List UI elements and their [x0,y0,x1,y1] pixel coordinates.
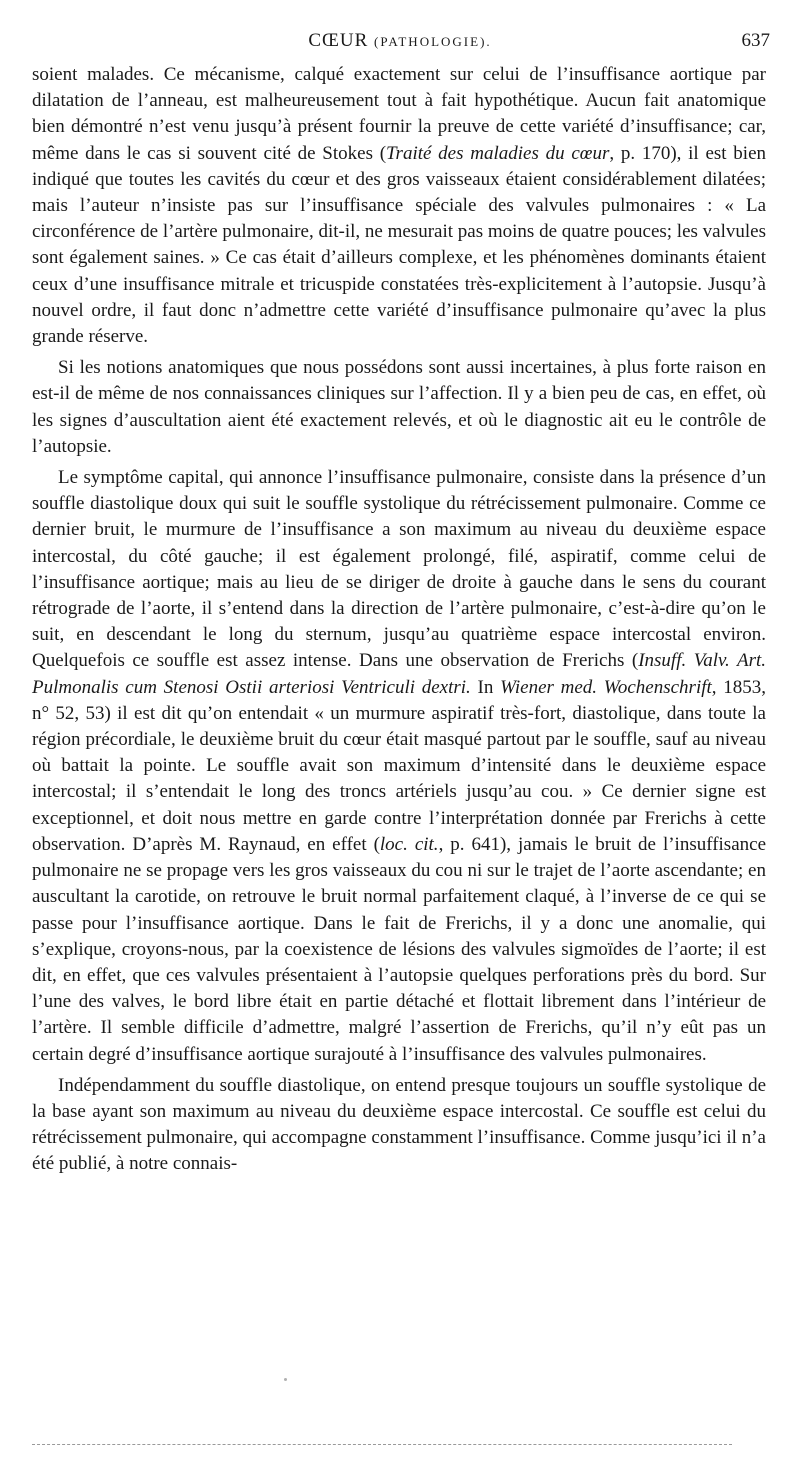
text-run: soient malades. Ce mécanisme, calqué exactement sur celui de l’insuffisance aortique par dilatation de l’anneau, est malheureusement tout à fait hypothétique. Aucun fait anatomique bien démontré n’est venu jusqu’à présent fournir la preuve de cette variété d’insuffisance; car, même dans le cas si souvent cité de Stokes ( [32,64,766,164]
ink-speck [284,1378,287,1381]
italic-text-run: Wiener med. Wochenschrift [500,676,712,698]
running-header [30,30,770,58]
italic-text-run: Insuff. Valv. Art. Pulmonalis cum Stenosi Ostii arteriosi Ventriculi dextri. [32,650,766,698]
running-title-sub: (PATHOLOGIE). [374,34,492,49]
running-title-main: CŒUR [308,30,369,51]
text-run: In [470,676,501,698]
paragraph [32,1073,766,1178]
text-run: Indépendamment du souffle diastolique, on entend presque toujours un souffle systolique de la base ayant son maximum au niveau du deuxième espace intercostal. Ce souffle est celui du rétrécissement pulmonaire, qui accompagne constamment l’insuffisance. Comme jusqu’ici il n’a été publié, à notre connais- [32,1074,766,1175]
italic-text-run: loc. cit. [379,833,439,855]
running-title [30,30,770,52]
paragraph [32,62,766,350]
paragraph [32,355,766,460]
bottom-scan-edge [32,1444,732,1445]
body-text [32,62,766,1178]
text-run: Si les notions anatomiques que nous possédons sont aussi incertaines, à plus forte raison en est-il de même de nos connaissances cliniques sur l’affection. Il y a bien peu de cas, en effet, où les signes d’auscultation aient été exactement relevés, et où le diagnostic ait eu le contrôle de l’autopsie. [32,357,766,457]
italic-text-run: Traité des maladies du cœur [386,142,610,164]
text-run: , p. 170), il est bien indiqué que toutes les cavités du cœur et des gros vaisseaux étaient considérablement dilatées; mais l’auteur n’insiste pas sur l’insuffisance spéciale des valvules pulmonaires : « La circonférence de l’artère pulmonaire, dit-il, ne mesurait pas moins de quatre pouces; les valvules sont également saines. » Ce cas était d’ailleurs complexe, et les phénomènes dominants étaient ceux d’une insuffisance mitrale et tricuspide constatées très-explicitement à l’autopsie. Jusqu’à nouvel ordre, il faut donc n’admettre cette variété d’insuffisance pulmonaire qu’avec la plus grande réserve. [32,142,767,348]
text-run: , 1853, n° 52, 53) il est dit qu’on entendait « un murmure aspiratif très-fort, diastolique, dans toute la région précordiale, le deuxième bruit du cœur était masqué partout par le souffle, sauf au niveau où battait la pointe. Le souffle avait son maximum d’intensité dans le deuxième espace intercostal; il s’entendait le long des troncs artériels jusqu’au cou. » Ce dernier signe est exceptionnel, et doit nous mettre en garde contre l’interprétation donnée par Frerichs à cette observation. D’après M. Raynaud, en effet ( [32,676,767,855]
page-number: 637 [741,30,770,51]
paragraph [32,465,766,1068]
text-run: , p. 641), jamais le bruit de l’insuffisance pulmonaire ne se propage vers les gros vaisseaux du cou ni sur le trajet de l’aorte ascendante; en auscultant la carotide, on retrouve le bruit normal parfaitement claqué, à l’inverse de ce qui se passe pour l’insuffisance aortique. Dans le fait de Frerichs, il y a donc une anomalie, qui s’explique, croyons-nous, par la coexistence de lésions des valvules sigmoïdes de l’aorte; il est dit, en effet, que ces valvules présentaient à l’autopsie quelques perforations près du bord. Sur l’une des valves, le bord libre était en partie détaché et flottait librement dans l’intérieur de l’artère. Il semble difficile d’admettre, malgré l’assertion de Frerichs, qu’il n’y eût pas un certain degré d’insuffisance aortique surajouté à l’insuffisance des valvules pulmonaires. [32,833,766,1065]
text-run: Le symptôme capital, qui annonce l’insuffisance pulmonaire, consiste dans la présence d’un souffle diastolique doux qui suit le souffle systolique du rétrécissement pulmonaire. Comme ce dernier bruit, le murmure de l’insuffisance a son maximum au niveau du deuxième espace intercostal, du côté gauche; il est également prolongé, filé, aspiratif, comme celui de l’insuffisance aortique; mais au lieu de se diriger de droite à gauche dans le sens du courant rétrograde de l’aorte, il s’entend dans la direction de l’artère pulmonaire, c’est-à-dire qu’on le suit, en descendant le long du sternum, jusqu’au quatrième espace intercostal environ. Quelquefois ce souffle est assez intense. Dans une observation de Frerichs ( [32,467,766,672]
